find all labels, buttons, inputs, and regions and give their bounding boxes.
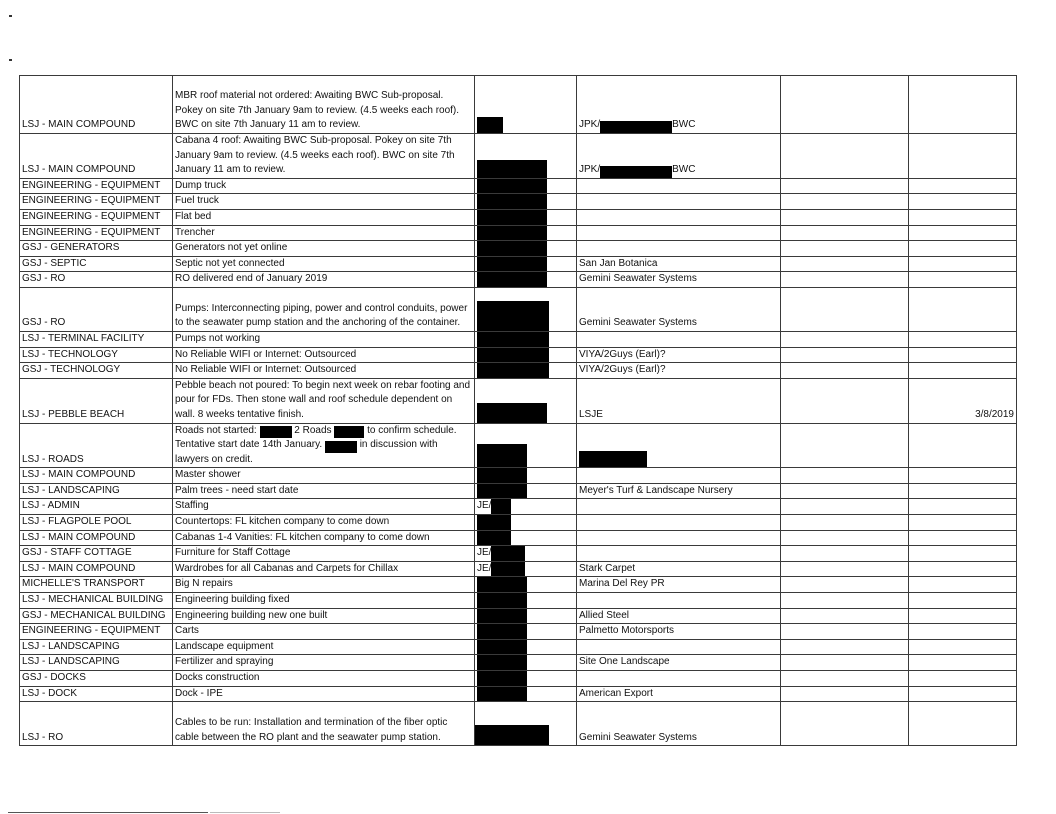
table-row — [20, 593, 1017, 609]
party-cell: Site One Landscape — [577, 655, 781, 671]
redaction-block — [477, 179, 547, 194]
description-cell: Trencher — [173, 225, 475, 241]
description-cell: Landscape equipment — [173, 639, 475, 655]
date-cell — [909, 655, 1017, 671]
redaction-block — [477, 640, 527, 655]
notes-cell — [781, 76, 909, 134]
date-cell — [909, 546, 1017, 562]
responsible-cell — [475, 546, 577, 562]
table-row — [20, 671, 1017, 687]
redaction-block — [325, 441, 357, 453]
date-cell — [909, 76, 1017, 134]
responsible-cell — [475, 515, 577, 531]
redaction-block — [477, 577, 527, 592]
responsible-cell — [475, 671, 577, 687]
notes-cell — [781, 639, 909, 655]
area-cell: LSJ - FLAGPOLE POOL — [20, 515, 173, 531]
redaction-block — [477, 671, 527, 686]
redaction-block — [600, 166, 672, 178]
table-row — [20, 241, 1017, 257]
party-cell — [577, 515, 781, 531]
responsible-cell — [475, 593, 577, 609]
date-cell — [909, 593, 1017, 609]
description-cell: Docks construction — [173, 671, 475, 687]
party-cell — [577, 639, 781, 655]
responsible-cell — [475, 530, 577, 546]
redaction-block — [477, 655, 527, 670]
page-footer-rule — [8, 812, 208, 813]
table-row — [20, 178, 1017, 194]
description-cell: Pebble beach not poured: To begin next week on rebar footing and pour for FDs. Then stone wall and roof schedule dependent on wall. 8 weeks tentative finish. — [173, 378, 475, 423]
area-cell: LSJ - MAIN COMPOUND — [20, 530, 173, 546]
date-cell — [909, 499, 1017, 515]
area-cell: GSJ - GENERATORS — [20, 241, 173, 257]
party-cell — [577, 241, 781, 257]
redaction-block — [491, 562, 525, 577]
date-cell — [909, 702, 1017, 746]
date-cell — [909, 272, 1017, 288]
date-cell — [909, 686, 1017, 702]
responsible-cell — [475, 76, 577, 134]
responsible-cell — [475, 561, 577, 577]
description-cell: MBR roof material not ordered: Awaiting BWC Sub-proposal. Pokey on site 7th January 9am to review. (4.5 weeks each roof). BWC on site 7th January 11 am to review. — [173, 76, 475, 134]
party-text: JPK/ — [579, 119, 601, 131]
redaction-block — [477, 348, 549, 363]
redaction-block — [477, 468, 527, 483]
table-row — [20, 347, 1017, 363]
table-row — [20, 272, 1017, 288]
date-cell — [909, 256, 1017, 272]
redaction-block — [477, 687, 527, 702]
notes-cell — [781, 272, 909, 288]
notes-cell — [781, 241, 909, 257]
description-text: in discussion with — [359, 439, 438, 451]
date-cell — [909, 331, 1017, 347]
responsible-cell — [475, 134, 577, 179]
redaction-block — [477, 593, 527, 608]
date-cell — [909, 209, 1017, 225]
party-cell — [577, 194, 781, 210]
table-row — [20, 702, 1017, 746]
table-row — [20, 363, 1017, 379]
description-cell: Wardrobes for all Cabanas and Carpets for Chillax — [173, 561, 475, 577]
area-cell: LSJ - TECHNOLOGY — [20, 347, 173, 363]
notes-cell — [781, 378, 909, 423]
notes-cell — [781, 530, 909, 546]
responsible-cell — [475, 624, 577, 640]
notes-cell — [781, 499, 909, 515]
area-cell: LSJ - TERMINAL FACILITY — [20, 331, 173, 347]
date-cell — [909, 178, 1017, 194]
area-cell: MICHELLE'S TRANSPORT — [20, 577, 173, 593]
party-text: JPK/ — [579, 164, 601, 176]
table-row — [20, 256, 1017, 272]
responsible-cell — [475, 655, 577, 671]
notes-cell — [781, 702, 909, 746]
redaction-block — [477, 484, 527, 499]
description-cell: Furniture for Staff Cottage — [173, 546, 475, 562]
description-cell: Cables to be run: Installation and termination of the fiber optic cable between the RO plant and the seawater pump station. — [173, 702, 475, 746]
notes-cell — [781, 515, 909, 531]
party-cell: Palmetto Motorsports — [577, 624, 781, 640]
table-row — [20, 655, 1017, 671]
description-cell: Master shower — [173, 468, 475, 484]
date-cell: 3/8/2019 — [909, 378, 1017, 423]
date-cell — [909, 194, 1017, 210]
party-cell — [577, 209, 781, 225]
party-cell: Marina Del Rey PR — [577, 577, 781, 593]
area-cell: GSJ - RO — [20, 272, 173, 288]
redaction-block — [477, 301, 549, 331]
description-cell: Cabana 4 roof: Awaiting BWC Sub-proposal. Pokey on site 7th January 9am to review. (4.5 weeks each roof). BWC on site 7th January 11 am to review. — [173, 134, 475, 179]
description-text: to confirm schedule. — [367, 424, 457, 436]
notes-cell — [781, 655, 909, 671]
table-row — [20, 624, 1017, 640]
redaction-block — [579, 451, 647, 467]
responsible-cell — [475, 423, 577, 468]
description-cell: Engineering building new one built — [173, 608, 475, 624]
table-row — [20, 209, 1017, 225]
redaction-block — [475, 725, 549, 745]
area-cell: LSJ - MECHANICAL BUILDING — [20, 593, 173, 609]
redaction-block — [477, 117, 503, 133]
area-cell: LSJ - PEBBLE BEACH — [20, 378, 173, 423]
description-cell: Fuel truck — [173, 194, 475, 210]
description-cell: Carts — [173, 624, 475, 640]
date-cell — [909, 225, 1017, 241]
area-cell: LSJ - MAIN COMPOUND — [20, 468, 173, 484]
area-cell: ENGINEERING - EQUIPMENT — [20, 209, 173, 225]
description-cell: Engineering building fixed — [173, 593, 475, 609]
date-cell — [909, 423, 1017, 468]
responsible-cell — [475, 363, 577, 379]
responsible-cell — [475, 225, 577, 241]
date-cell — [909, 515, 1017, 531]
date-cell — [909, 608, 1017, 624]
description-cell: RO delivered end of January 2019 — [173, 272, 475, 288]
redaction-block — [477, 257, 547, 272]
area-cell: LSJ - LANDSCAPING — [20, 483, 173, 499]
party-text: BWC — [672, 119, 696, 131]
description-cell: Fertilizer and spraying — [173, 655, 475, 671]
notes-cell — [781, 546, 909, 562]
party-cell: VIYA/2Guys (Earl)? — [577, 363, 781, 379]
page-footer-rule — [210, 812, 280, 813]
description-cell: No Reliable WIFI or Internet: Outsourced — [173, 347, 475, 363]
party-cell: Meyer's Turf & Landscape Nursery — [577, 483, 781, 499]
table-row — [20, 423, 1017, 468]
description-cell: Big N repairs — [173, 577, 475, 593]
party-cell: Stark Carpet — [577, 561, 781, 577]
notes-cell — [781, 134, 909, 179]
responsible-text: JE/ — [477, 547, 492, 559]
table-row — [20, 530, 1017, 546]
redaction-block — [334, 426, 364, 438]
table-row — [20, 468, 1017, 484]
party-cell: San Jan Botanica — [577, 256, 781, 272]
redaction-block — [477, 531, 511, 546]
redaction-block — [477, 403, 547, 423]
notes-cell — [781, 363, 909, 379]
table-row — [20, 225, 1017, 241]
table-row — [20, 577, 1017, 593]
party-cell — [577, 225, 781, 241]
table-row — [20, 639, 1017, 655]
area-cell: LSJ - ADMIN — [20, 499, 173, 515]
responsible-cell — [475, 209, 577, 225]
area-cell: GSJ - STAFF COTTAGE — [20, 546, 173, 562]
table-row — [20, 561, 1017, 577]
redaction-block — [477, 272, 547, 287]
scan-speck — [9, 15, 12, 17]
date-cell — [909, 287, 1017, 331]
date-cell — [909, 483, 1017, 499]
table-row — [20, 499, 1017, 515]
responsible-cell — [475, 178, 577, 194]
area-cell: GSJ - TECHNOLOGY — [20, 363, 173, 379]
party-cell — [577, 76, 781, 134]
redaction-block — [477, 609, 527, 624]
responsible-text: JE/ — [477, 562, 492, 574]
responsible-text: JE/ — [477, 500, 492, 512]
party-cell — [577, 593, 781, 609]
redaction-block — [477, 241, 547, 256]
responsible-cell — [475, 577, 577, 593]
description-cell: Septic not yet connected — [173, 256, 475, 272]
redaction-block — [477, 515, 511, 530]
party-cell: American Export — [577, 686, 781, 702]
party-cell — [577, 178, 781, 194]
party-text: BWC — [672, 164, 696, 176]
responsible-cell — [475, 194, 577, 210]
table-row — [20, 483, 1017, 499]
date-cell — [909, 363, 1017, 379]
area-cell: LSJ - RO — [20, 702, 173, 746]
party-cell — [577, 546, 781, 562]
redaction-block — [477, 210, 547, 225]
notes-cell — [781, 423, 909, 468]
date-cell — [909, 241, 1017, 257]
description-cell: Flat bed — [173, 209, 475, 225]
description-text: lawyers on credit. — [175, 453, 253, 465]
area-cell: LSJ - MAIN COMPOUND — [20, 561, 173, 577]
description-text: Roads not started: — [175, 424, 257, 436]
notes-cell — [781, 608, 909, 624]
party-cell — [577, 671, 781, 687]
date-cell — [909, 561, 1017, 577]
notes-cell — [781, 347, 909, 363]
area-cell: GSJ - RO — [20, 287, 173, 331]
date-cell — [909, 468, 1017, 484]
date-cell — [909, 624, 1017, 640]
notes-cell — [781, 624, 909, 640]
date-cell — [909, 671, 1017, 687]
party-cell: Gemini Seawater Systems — [577, 287, 781, 331]
notes-cell — [781, 287, 909, 331]
table-row — [20, 608, 1017, 624]
table-row — [20, 686, 1017, 702]
description-cell: Countertops: FL kitchen company to come down — [173, 515, 475, 531]
notes-cell — [781, 686, 909, 702]
area-cell: GSJ - MECHANICAL BUILDING — [20, 608, 173, 624]
redaction-block — [491, 499, 511, 514]
party-cell: Allied Steel — [577, 608, 781, 624]
responsible-cell — [475, 256, 577, 272]
notes-cell — [781, 331, 909, 347]
redaction-block — [477, 363, 549, 378]
party-cell — [577, 331, 781, 347]
notes-cell — [781, 561, 909, 577]
table-row — [20, 331, 1017, 347]
redaction-block — [477, 332, 549, 347]
notes-cell — [781, 178, 909, 194]
area-cell: LSJ - LANDSCAPING — [20, 655, 173, 671]
responsible-cell — [475, 686, 577, 702]
area-cell: ENGINEERING - EQUIPMENT — [20, 178, 173, 194]
description-cell: Pumps: Interconnecting piping, power and control conduits, power to the seawater pump station and the anchoring of the container. — [173, 287, 475, 331]
notes-cell — [781, 577, 909, 593]
description-cell: Dump truck — [173, 178, 475, 194]
table-row — [20, 515, 1017, 531]
table-row — [20, 194, 1017, 210]
date-cell — [909, 577, 1017, 593]
description-cell: No Reliable WIFI or Internet: Outsourced — [173, 363, 475, 379]
description-cell: Staffing — [173, 499, 475, 515]
area-cell: GSJ - SEPTIC — [20, 256, 173, 272]
responsible-cell — [475, 639, 577, 655]
date-cell — [909, 530, 1017, 546]
scan-speck — [9, 59, 12, 61]
date-cell — [909, 347, 1017, 363]
party-cell: LSJE — [577, 378, 781, 423]
redaction-block — [477, 226, 547, 241]
area-cell: LSJ - MAIN COMPOUND — [20, 134, 173, 179]
description-cell: Palm trees - need start date — [173, 483, 475, 499]
area-cell: LSJ - ROADS — [20, 423, 173, 468]
area-cell: LSJ - LANDSCAPING — [20, 639, 173, 655]
table-row — [20, 287, 1017, 331]
responsible-cell — [475, 608, 577, 624]
party-cell — [577, 530, 781, 546]
description-cell: Cabanas 1-4 Vanities: FL kitchen company to come down — [173, 530, 475, 546]
notes-cell — [781, 671, 909, 687]
area-cell: ENGINEERING - EQUIPMENT — [20, 194, 173, 210]
area-cell: GSJ - DOCKS — [20, 671, 173, 687]
party-cell — [577, 134, 781, 179]
description-cell: Generators not yet online — [173, 241, 475, 257]
table-row — [20, 378, 1017, 423]
party-cell: Gemini Seawater Systems — [577, 272, 781, 288]
responsible-cell — [475, 241, 577, 257]
responsible-cell — [475, 483, 577, 499]
description-cell: Dock - IPE — [173, 686, 475, 702]
responsible-cell — [475, 287, 577, 331]
party-cell — [577, 423, 781, 468]
area-cell: LSJ - DOCK — [20, 686, 173, 702]
notes-cell — [781, 256, 909, 272]
status-table — [19, 75, 1017, 746]
responsible-cell — [475, 468, 577, 484]
area-cell: LSJ - MAIN COMPOUND — [20, 76, 173, 134]
description-cell: Pumps not working — [173, 331, 475, 347]
table-row — [20, 76, 1017, 134]
notes-cell — [781, 225, 909, 241]
notes-cell — [781, 593, 909, 609]
description-text: Tentative start date 14th January. — [175, 439, 323, 451]
responsible-cell — [475, 331, 577, 347]
description-cell — [173, 423, 475, 468]
redaction-block — [477, 444, 527, 467]
area-cell: ENGINEERING - EQUIPMENT — [20, 225, 173, 241]
responsible-cell — [475, 272, 577, 288]
notes-cell — [781, 483, 909, 499]
notes-cell — [781, 194, 909, 210]
party-cell — [577, 468, 781, 484]
redaction-block — [477, 160, 547, 178]
redaction-block — [491, 546, 525, 561]
redaction-block — [600, 121, 672, 133]
notes-cell — [781, 468, 909, 484]
party-cell — [577, 499, 781, 515]
date-cell — [909, 639, 1017, 655]
table-row — [20, 546, 1017, 562]
responsible-cell — [475, 702, 577, 746]
party-cell: VIYA/2Guys (Earl)? — [577, 347, 781, 363]
area-cell: ENGINEERING - EQUIPMENT — [20, 624, 173, 640]
responsible-cell — [475, 378, 577, 423]
notes-cell — [781, 209, 909, 225]
date-cell — [909, 134, 1017, 179]
redaction-block — [477, 624, 527, 639]
redaction-block — [477, 194, 547, 209]
description-text: 2 Roads — [294, 424, 332, 436]
responsible-cell — [475, 499, 577, 515]
party-cell: Gemini Seawater Systems — [577, 702, 781, 746]
responsible-cell — [475, 347, 577, 363]
redaction-block — [260, 426, 292, 438]
table-row — [20, 134, 1017, 179]
